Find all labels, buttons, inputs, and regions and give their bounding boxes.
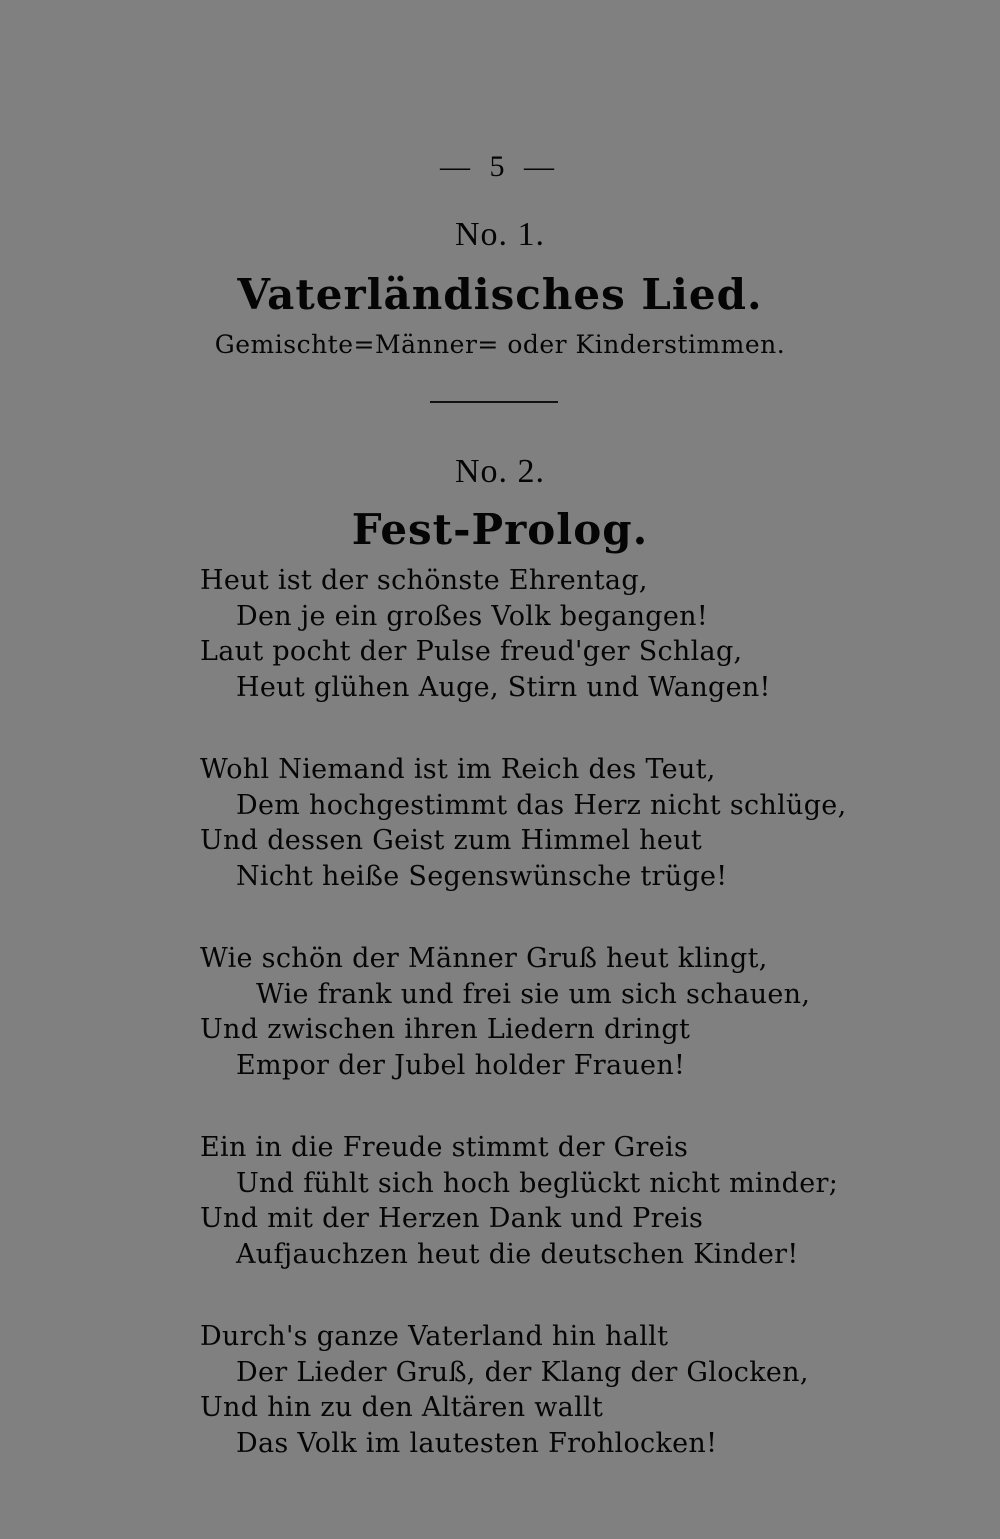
poem-line: Laut pocht der Pulse freud'ger Schlag, <box>200 636 743 667</box>
poem-line: Und dessen Geist zum Himmel heut <box>200 825 702 856</box>
poem-line: Heut ist der schönste Ehrentag, <box>200 565 648 596</box>
poem-line: Dem hochgestimmt das Herz nicht schlüge, <box>236 789 847 821</box>
poem-line: Empor der Jubel holder Frauen! <box>236 1049 686 1081</box>
page-number: — 5 — <box>440 150 560 183</box>
section-1-subtitle: Gemischte=Männer= oder Kinderstimmen. <box>214 330 786 359</box>
poem-line: Durch's ganze Vaterland hin hallt <box>200 1321 669 1352</box>
poem-line: Und fühlt sich hoch beglückt nicht minder; <box>236 1167 839 1199</box>
poem-line: Der Lieder Gruß, der Klang der Glocken, <box>236 1356 809 1388</box>
stanza <box>200 1130 920 1272</box>
poem-line: Heut glühen Auge, Stirn und Wangen! <box>236 671 771 703</box>
poem-line: Den je ein großes Volk begangen! <box>236 600 709 632</box>
poem-line: Wohl Niemand ist im Reich des Teut, <box>200 754 716 785</box>
stanza <box>200 563 920 705</box>
poem-line: Wie schön der Männer Gruß heut klingt, <box>200 943 768 974</box>
poem <box>200 563 920 1508</box>
poem-line: Nicht heiße Segenswünsche trüge! <box>236 860 728 892</box>
poem-line: Wie frank und frei sie um sich schauen, <box>256 978 811 1010</box>
poem-line: Und mit der Herzen Dank und Preis <box>200 1203 704 1234</box>
section-2-title: Fest-Prolog. <box>351 505 649 554</box>
poem-line: Aufjauchzen heut die deutschen Kinder! <box>236 1238 799 1270</box>
section-2-number: No. 2. <box>454 453 546 490</box>
poem-line: Das Volk im lautesten Frohlocken! <box>236 1427 718 1459</box>
poem-line: Ein in die Freude stimmt der Greis <box>200 1132 689 1163</box>
poem-line: Und zwischen ihren Liedern dringt <box>200 1014 691 1045</box>
stanza <box>200 941 920 1083</box>
poem-line: Und hin zu den Altären wallt <box>200 1392 604 1423</box>
stanza <box>200 752 920 894</box>
stanza <box>200 1319 920 1461</box>
section-divider <box>430 401 558 403</box>
section-1-number: No. 1. <box>454 216 546 253</box>
section-1-title: Vaterländisches Lied. <box>237 270 763 319</box>
